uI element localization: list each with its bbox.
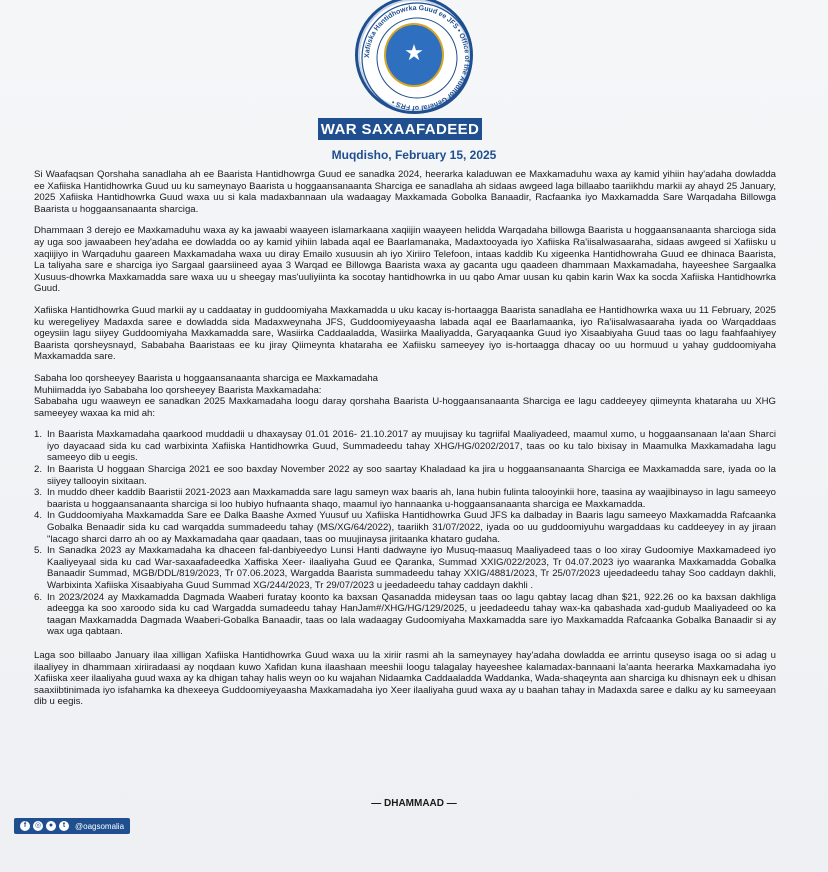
office-seal (355, 0, 473, 114)
paragraph: Dhammaan 3 derejo ee Maxkamaduhu waxa ay ka jawaabi waayeen islamarkaana xaqiijin waayeen helidda Warqadaha billowga Baarista u hoggaansanaanta sharcioga sida ay uga soo jawaabeen hey'adaha ee dowladda oo ay kamid yihiin labada aqal ee Baarlamanaka, Madaxtooyada iyo Xafiiska Ra'iisalwasaaraha, sidaas awgeed si Xafiisku u xaqiijiyo in Warqaduhu gaareen Maxkamadaha waxa uu diray Emailo xusuusin ah iyo Xiriiro Telefoon, intaas kaddib Ku xigeenka Hantidhowraha Guud ee dhinaca Baarista, La taliyaha sare e sharciga iyo Sargaal gaarsiineed ayaa 3 Warqad ee Billowga Baarista waxa ay gacanta ugu qaadeen dhammaan Maxkamadaha, hayeeshee Sargaalka Xusuus-dhowrka Maxkamadda sare waxa uu u sheegay mas'uuliyiinta ka socotay hantidhowrka in uu qabo Amar uusan ku qabin karin Wax ka socda Xafiiska Hantidhowrka Guud. (34, 225, 776, 295)
paragraph: Si Waafaqsan Qorshaha sanadlaha ah ee Baarista Hantidhowrga Guud ee sanadka 2024, heerarka kaladuwan ee Maxkamaduhu waxa ay kamid yihiin hay'adaha dowladda ee Xafiiska Hantidhowrka Guud uu ku sameynayo Baarista u hoggaansanaanta Sharciga ee sanadlaha ah sidaas awgeed laga billaabo taariikhdu markii ay ahayd 25 January, 2025 Xafiiska Hantidhowrka Guud waxa uu si kala madaxbannaan ula wadaagay Maxkamada Gobolka Banaadir, Racfaanka iyo Maxkamadda Sare Warqadaha Billowga Baarista u hoggaansanaanta sharciga. (34, 169, 776, 215)
web-icon[interactable]: ● (46, 821, 56, 831)
reasons-heading: Sabaha loo qorsheeyey Baarista u hoggaansanaanta sharciga ee Maxkamadaha (34, 372, 379, 384)
document-body (34, 169, 776, 718)
seal-area (340, 0, 488, 116)
page-title: WAR SAXAAFADEED (318, 118, 482, 140)
twitter-icon[interactable]: t (59, 821, 69, 831)
reasons-intro: Sababaha ugu waaweyn ee sanadkan 2025 Maxkamadaha loogu daray qorshaha Baarista U-hoggaansanaanta Sharciga ee lagu caddeeyey qiimeynta khataraha uu XHG sameeyey waxaa ka mid ah: (34, 396, 776, 419)
seal-emblem (384, 23, 444, 87)
paragraph: Xafiiska Hantidhowrka Guud markii ay u caddaatay in guddoomiyaha Maxkamadda u uku kacay is-hortaagga Baarista sanadlaha ee Hantidhowrka waxa uu 11 February, 2025 ku weregeliyey Madaxda saree e dowladda sida Madaxweynaha JFS, Guddoomiyeyaasha labada aqal ee Baarlamaanka, iyo Ra'iisalwasaaraha iyada oo Warqaddaas ogeysiin lagu siiyey Guddoomiyaha Maxkamadda sare, Wasiirka Caddaaladda, Wasiirka Maaliyadda, Garyaqaanka Guud iyo Xisaabiyaha Guud taas oo lagu faahfaahiyey Baarista qorsheysnayd, Sababaha Baaristaas ee ku jiray Qiimeynta khataraha ee Xafiisku sameeyey iyo is-hortaagga dhacay oo uu hormuud u yahay guddoomiyaha Maxkamadda sare. (34, 304, 776, 363)
final-paragraph: Laga soo billaabo January ilaa xilligan Xafiiska Hantidhowrka Guud waxa uu la xiriir rasmi ah la sameynayey hay'adaha dowladda ee arrintu quseyso isaga oo si adag u ilaaliyey in dhammaan xiriiradaasi ay noqdaan kuwo Xafidan kuna ilaashaan meeshii loogu talagalay hayeeshee kalamadax-bannaani la'aanta heerarka Maxkamadaha iyo Xafiiska xeer ilaaliyaha guud waxa ay ka dhigan tahay halis weyn oo ku wajahan Nidaamka Caddaaladda Waddanka, Wada-shaqeynta aan sharciga ku dhisnayn eek u dhisan saaxiibtinimada iyo isfahamka ka dhexeeya Guddoomiyeyaasha Maxkamadaha iyo Xeer ilaaliyaha guud waxa ay u baahan tahay in Madaxda saree e dalku ay ku sameeyaan dib u eegis. (34, 649, 776, 708)
reasons-list (34, 429, 776, 638)
list-item: 3. In muddo dheer kaddib Baaristii 2021-2023 aan Maxkamadda sare lagu sameyn wax baaris ah, lana hubin fulinta talooyinkii hore, taasina ay waajibinayso in lagu sameeyo baarista u hoggaansanaanta sharciga si loo hubiyo hufnaanta shaqo, maamul iyo hannaanka u-hoggaansanaanta sharciga ee Maxkamadda. (34, 487, 776, 510)
closing-mark: — DHAMMAAD — (371, 798, 457, 809)
seal-ring-text: Xafiiska Hantidhowrka Guud ee JFS • Office of the Auditor General of FRS • (363, 4, 471, 112)
star-icon: ★ (404, 41, 424, 66)
reasons-subheading: Muhiimadda iyo Sababaha loo qorsheeyey Baarista Maxkamadaha: (34, 384, 322, 396)
list-item: 4. In Guddoomiyaha Maxkamadda Sare ee Dalka Baashe Axmed Yuusuf uu Xafiiska Hantidhowrka Guud JFS ka dalbaday in Baaris lagu sameeyo Maxkamadda Rafcaanka Gobalka Benaadir sida ku cad warqadda summadeedu tahay (MS/XG/64/2022), taariikh 31/07/2022, iyada oo uu guddoomiyuhu wargaddaas ku caddeeyey in ay jiraan "lacago sharci darro ah oo ay Maxkamadaha qaar qaadaan, taas oo muujinaysa jiritaanka khataro gudaha. (34, 510, 776, 545)
list-item: 6. In 2023/2024 ay Maxkamadda Dagmada Waaberi furatay koonto ka baxsan Qasanadda mideysan taas oo lagu qabtay lacag dhan $21, 922.26 oo ka baxsan dakhliga adeegga ka soo xaroodo sida ku cad Wargadda sumadeedu tahay HanJam#/XHG/HG/129/2025, u jeedadeedu tahay wax-ka qabashada xad-gudub Maaliyadeed oo ka taagan Maxkamadda Dagmada Waaberi-Gobalka Banaadir, taas oo lala wadaagay Gudoomiyaha Maxkamadda sare iyo Maxkamadda Rafcaanka Gobalka Banaadir si ay wax uga qabtaan. (34, 591, 776, 638)
facebook-icon[interactable]: f (20, 821, 30, 831)
social-footer (14, 818, 130, 834)
instagram-icon[interactable]: ◎ (34, 822, 42, 829)
list-item: 1. In Baarista Maxkamadaha qaarkood muddadii u dhaxaysay 01.01 2016- 21.10.2017 ay muujisay ku tagriifal Maaliyadeed, maamul xumo, u hoggaansanaan la'aan Sharci iyo dayacaad sida ku cad warbixinta Xafiiska Hantidhowrka Guud, Summadeedu tahay XHG/HG/0202/2017, taas oo ku talo bixisay in Maamulka Maxkamadaha lagu sameeyo dib u eegis. (34, 429, 776, 464)
dateline: Muqdisho, February 15, 2025 (331, 148, 497, 162)
social-handle[interactable]: @oagsomalia (75, 821, 125, 831)
list-item: 2. In Baarista U hoggaan Sharciga 2021 ee soo baxday November 2022 ay soo saartay Khaladaad ka jira u hoggaansanaanta Sharciga ee Maxkamadda sare, iyada oo la siiyey tallooyin sixitaan. (34, 464, 776, 487)
list-item: 5. In Sanadka 2023 ay Maxkamadaha ka dhaceen fal-danbiyeedyo Lunsi Hanti dadwayne iyo Musuq-maasuq Maaliyadeed taas o loo xiray Gudoomiye Maxkamadeed iyo Kaaliyeyaal sida ku cad War-saxaafadeedka Xaffiska Xeer- ilaaliyaha Guud ee Qaranka, Summad XXIG/022/2023, Tr 04.07.2023 iyo waaranka Maxkamadda Gobalka Banaadir Summad, MGB/DDL/819/2023, Tr 07.06.2023, Wargadda Baarista summadeedu tahay XXIG/4881/2023, Tr 25/07/2023 ujeedadeedu tahay Soo caddayn dakhli, Warbixinta Xafiiska Xisaabiyaha Guud Summad XG/244/2023, Tr 29/07/2023 u jeedadeedu tahay caddayn dakhli . (34, 545, 776, 591)
